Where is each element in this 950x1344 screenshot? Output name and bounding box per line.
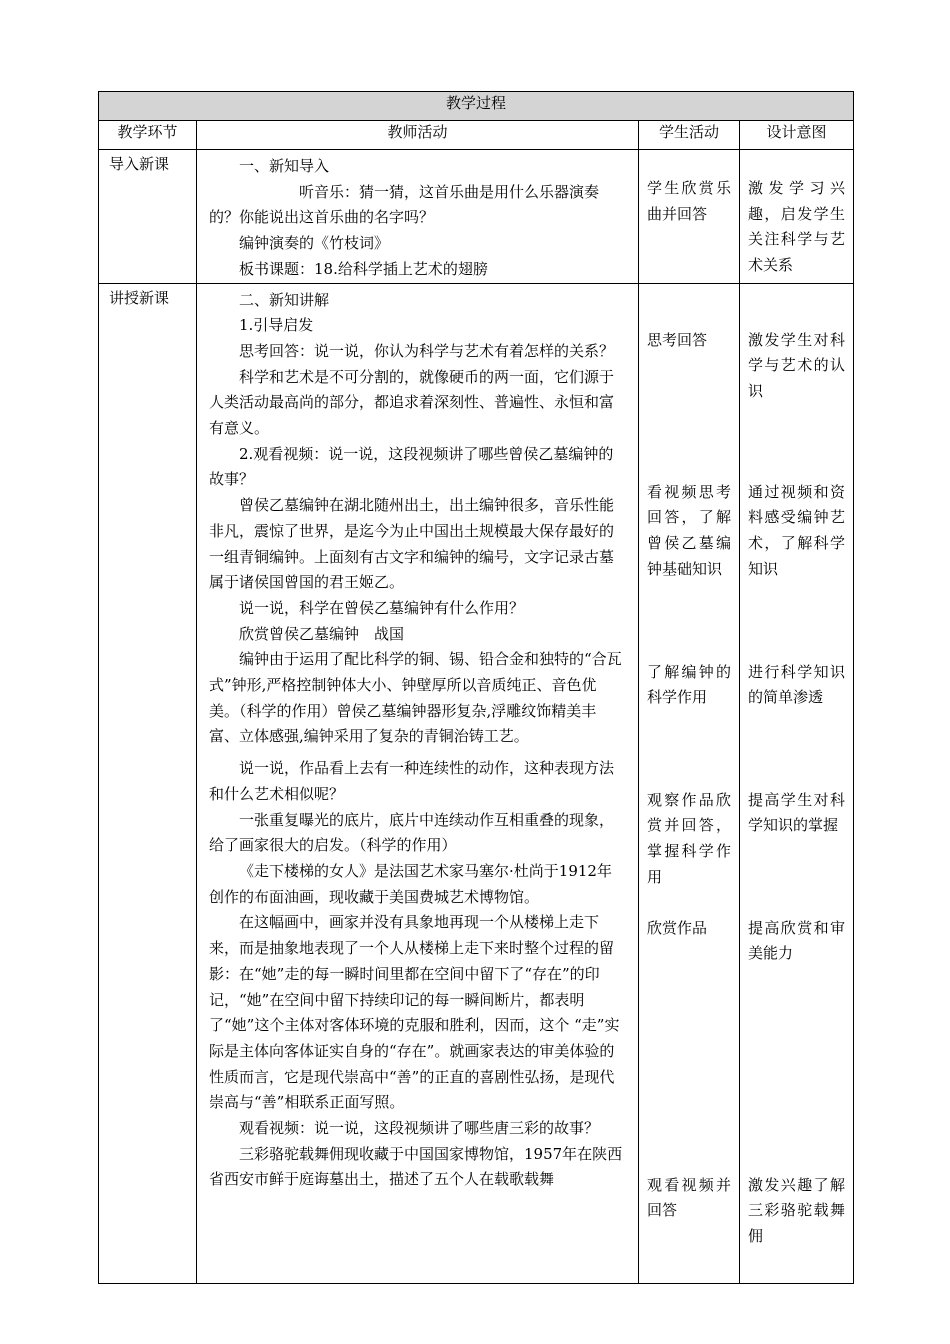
table-row: [99, 283, 854, 1283]
stage-cell: 导入新课: [99, 150, 197, 284]
teacher-paragraph: 二、新知讲解: [239, 290, 330, 309]
header-teacher-activity: 教师活动: [197, 121, 639, 150]
intent-note: 激发学习兴趣，启发学生关注科学与艺术关系: [748, 179, 846, 275]
teacher-paragraph: 欣赏曾侯乙墓编钟 战国: [239, 624, 405, 643]
header-student-activity: 学生活动: [639, 121, 740, 150]
student-activity-cell: [639, 283, 740, 1283]
header-design-intent: 设计意图: [740, 121, 854, 150]
stage-cell: 讲授新课: [99, 283, 197, 1283]
teacher-activity-cell: [197, 283, 639, 1283]
teacher-paragraph: 编钟演奏的《竹枝词》: [239, 234, 390, 253]
student-note: 观察作品欣赏并回答，掌握科学作用: [647, 790, 731, 886]
design-intent-cell: [740, 150, 854, 284]
student-note: 看视频思考回答，了解曾侯乙墓编钟基础知识: [647, 482, 731, 578]
teacher-paragraph: 三彩骆驼载舞佣现收藏于中国国家博物馆，1957年在陕西省西安市鲜于庭诲墓出土，描述了五个人在载歌载舞: [209, 1144, 623, 1189]
intent-note: 激发学生对科学与艺术的认识: [748, 330, 846, 400]
teacher-activity-cell: [197, 150, 639, 284]
student-activity-cell: [639, 150, 740, 284]
teacher-paragraph: 《走下楼梯的女人》是法国艺术家马塞尔·杜尚于1912年创作的布面油画，现收藏于美国费城艺术博物馆。: [209, 861, 612, 906]
teacher-paragraph: 1.引导启发: [239, 316, 314, 335]
teacher-paragraph: 2.观看视频：说一说，这段视频讲了哪些曾侯乙墓编钟的故事？: [209, 444, 614, 489]
intent-note: 通过视频和资料感受编钟艺术，了解科学知识: [748, 482, 846, 578]
student-note: 欣赏作品: [647, 918, 708, 937]
teacher-paragraph: 编钟由于运用了配比科学的铜、锡、铅合金和独特的“合瓦式”钟形,严格控制钟体大小、钟壁厚所以音质纯正、音色优美。（科学的作用）曾侯乙墓编钟器形复杂,浮雕纹饰精美丰富、立体感强,编钟采用了复杂的青铜治铸工艺。: [209, 650, 622, 746]
teacher-paragraph: 说一说，作品看上去有一种连续性的动作，这种表现方法和什么艺术相似呢？: [209, 759, 615, 803]
teacher-paragraph: 曾侯乙墓编钟在湖北随州出土，出土编钟很多，音乐性能非凡，震惊了世界，是迄今为止中国出土规模最大保存最好的一组青铜编钟。上面刻有古文字和编钟的编号，文字记录古墓属于诸侯国曾国的君王姬乙。: [209, 496, 615, 592]
intent-note: 进行科学知识的简单渗透: [748, 662, 846, 707]
student-note: 了解编钟的科学作用: [647, 662, 731, 707]
student-note: 学生欣赏乐曲并回答: [647, 179, 731, 223]
teacher-paragraph: 在这幅画中，画家并没有具象地再现一个从楼梯上走下来，而是抽象地表现了一个人从楼梯上走下来时整个过程的留影：在“她”走的每一瞬时间里都在空间中留下了“存在”的印记，“她”在空间中留下持续印记的每一瞬间断片，都表明了“她”这个主体对客体环境的克服和胜利，因而，这个 “走”实际是主体向客体证实自身的“存在”。就画家表达的审美体验的性质而言，它是现代崇高中“善”的正直的喜剧性弘扬，是现代崇高与“善”相联系正面写照。: [209, 913, 620, 1112]
table-row: [99, 150, 854, 284]
teacher-paragraph: 思考回答：说一说，你认为科学与艺术有着怎样的关系？: [239, 341, 615, 360]
teacher-paragraph: 板书课题：18.给科学插上艺术的翅膀: [239, 259, 488, 278]
intent-note: 激发兴趣了解三彩骆驼载舞佣: [748, 1175, 846, 1245]
intent-note: 提高学生对科学知识的掌握: [748, 790, 846, 835]
header-stage: 教学环节: [99, 121, 197, 150]
student-note: 观看视频并回答: [647, 1175, 731, 1220]
student-note: 思考回答: [647, 330, 708, 349]
teaching-process-table: [98, 91, 854, 1284]
teacher-paragraph: 科学和艺术是不可分割的，就像硬币的两一面，它们源于人类活动最高尚的部分，都追求着深刻性、普遍性、永恒和富有意义。: [209, 367, 615, 438]
teacher-paragraph: 观看视频：说一说，这段视频讲了哪些唐三彩的故事？: [239, 1119, 600, 1138]
intent-note: 提高欣赏和审美能力: [748, 918, 846, 963]
table-title: 教学过程: [99, 92, 854, 121]
teacher-paragraph: 一、新知导入: [239, 157, 330, 175]
teacher-paragraph: 说一说，科学在曾侯乙墓编钟有什么作用？: [239, 598, 525, 617]
teacher-paragraph: 一张重复曝光的底片，底片中连续动作互相重叠的现象，给了画家很大的启发。（科学的作用）: [209, 810, 615, 855]
design-intent-cell: [740, 283, 854, 1283]
teacher-paragraph: 听音乐：猜一猜，这首乐曲是用什么乐器演奏的？你能说出这首乐曲的名字吗？: [209, 182, 600, 227]
